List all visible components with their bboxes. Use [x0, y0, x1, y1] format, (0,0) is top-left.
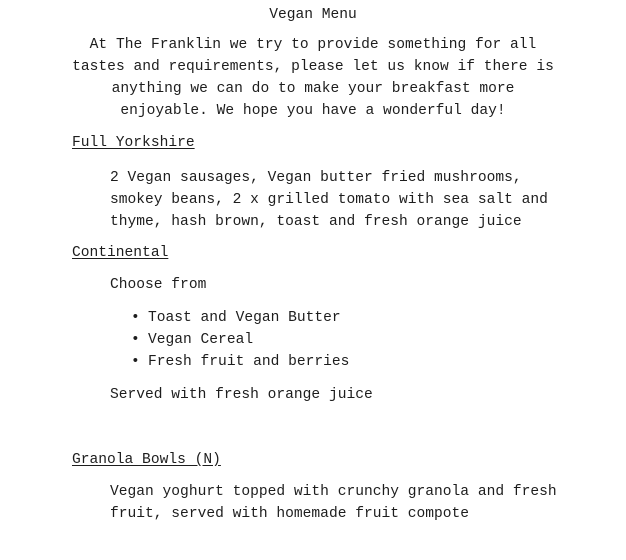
list-item-label: Toast and Vegan Butter	[148, 310, 341, 326]
choose-from-text: Choose from	[110, 277, 207, 293]
section-heading-full-yorkshire: Full Yorkshire	[72, 135, 195, 151]
list-item-label: Fresh fruit and berries	[148, 354, 350, 370]
section-continental	[0, 242, 626, 406]
continental-options-list	[131, 307, 626, 373]
section-full-yorkshire	[0, 132, 626, 233]
served-with-text: Served with fresh orange juice	[110, 387, 373, 403]
bullet-icon: •	[131, 332, 140, 348]
intro-line: anything we can do to make your breakfast more	[111, 81, 515, 97]
bullet-icon: •	[131, 310, 140, 326]
description-line: fruit, served with homemade fruit compote	[110, 506, 470, 522]
list-item-label: Vegan Cereal	[148, 332, 254, 348]
description-line: smokey beans, 2 x grilled tomato with sea salt and	[110, 192, 548, 208]
bullet-icon: •	[131, 354, 140, 370]
intro-line: tastes and requirements, please let us know if there is	[72, 59, 554, 75]
section-granola-bowls	[0, 449, 626, 525]
list-item	[131, 351, 626, 373]
full-yorkshire-description	[110, 167, 580, 233]
granola-bowls-description	[110, 481, 580, 525]
description-line: thyme, hash brown, toast and fresh orange juice	[110, 214, 522, 230]
intro-paragraph	[60, 34, 566, 122]
list-item	[131, 307, 626, 329]
section-heading-continental: Continental	[72, 245, 169, 261]
list-item	[131, 329, 626, 351]
description-line: Vegan yoghurt topped with crunchy granola and fresh	[110, 484, 557, 500]
page-title: Vegan Menu	[269, 7, 357, 23]
intro-line: At The Franklin we try to provide something for all	[89, 37, 537, 53]
description-line: 2 Vegan sausages, Vegan butter fried mushrooms,	[110, 170, 522, 186]
section-heading-granola-bowls: Granola Bowls (N)	[72, 452, 221, 468]
intro-line: enjoyable. We hope you have a wonderful day!	[120, 103, 506, 119]
